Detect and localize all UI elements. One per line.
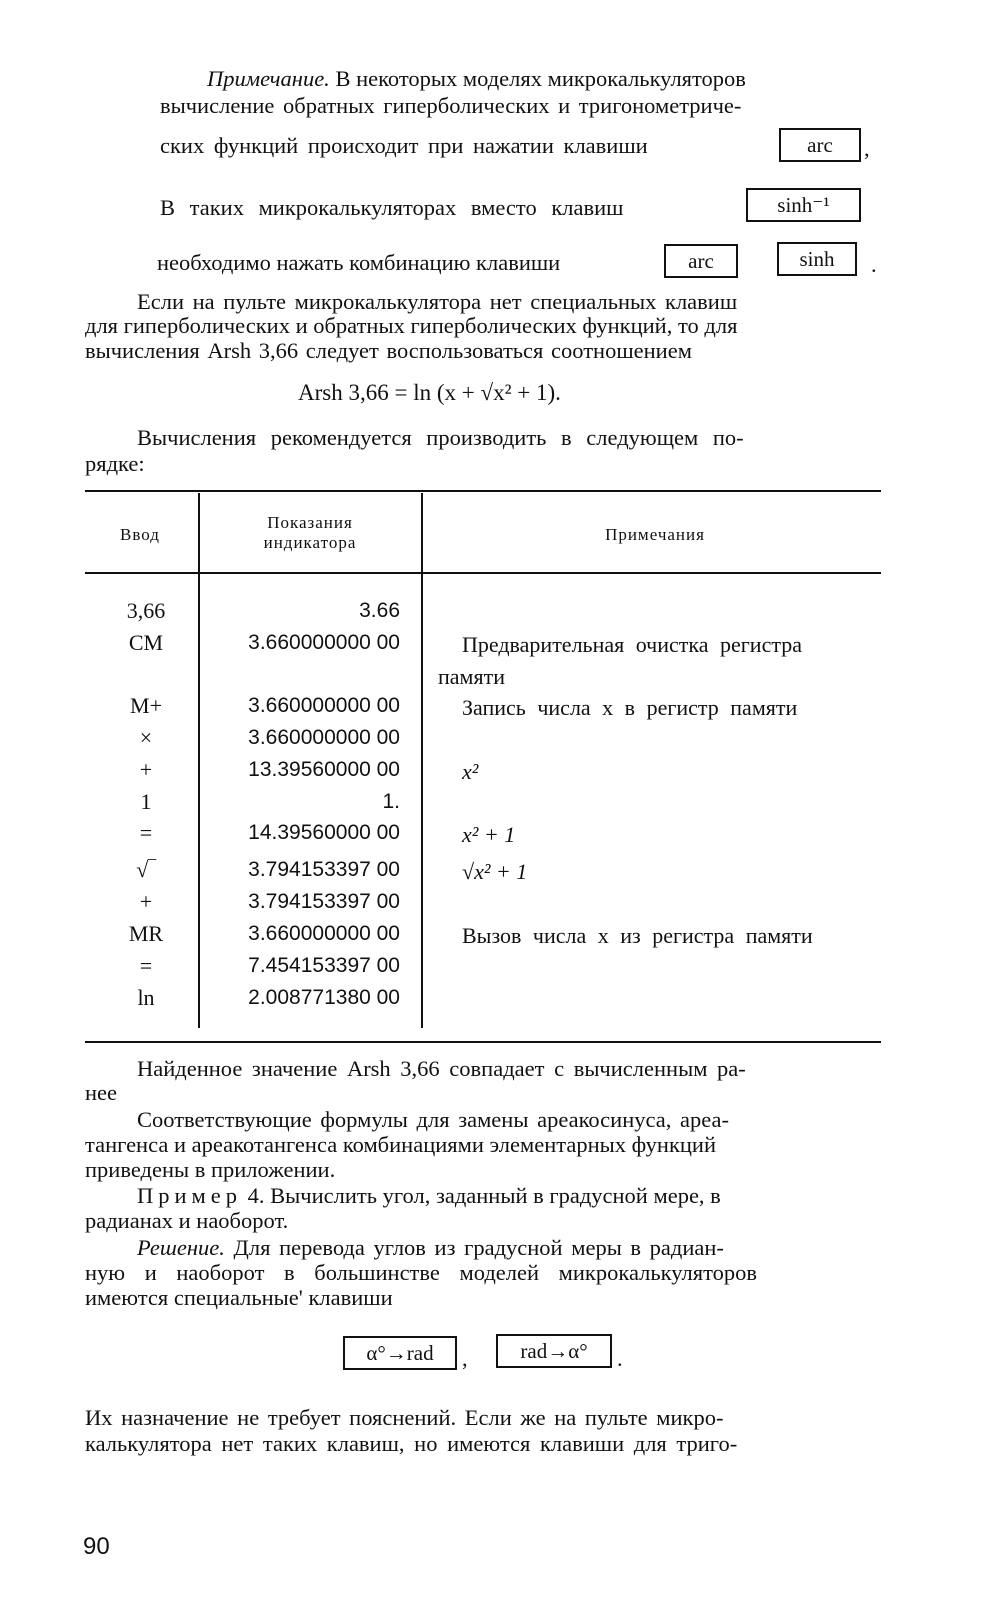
table-row-display: 3.66 (359, 599, 400, 622)
table-row-input: √‾ (136, 857, 156, 882)
para2-line-2: рядке: (85, 451, 145, 476)
header-display-a: Показания (267, 513, 353, 532)
header-notes: Примечания (605, 525, 705, 544)
para5-line-1-text: 4. Вычислить угол, заданный в градусной мере, в (242, 1183, 721, 1208)
para7-line-2: калькулятора нет таких клавиш, но имеются клавиши для триго- (85, 1431, 738, 1456)
note-line-4: В таких микрокалькуляторах вместо клавиш (160, 195, 624, 220)
table-header-rule (85, 572, 881, 574)
note-line-5: необходимо нажать комбинацию клавиши (157, 250, 561, 275)
para5-line-1 (137, 1183, 721, 1209)
formula: Arsh 3,66 = ln (x + √x² + 1). (298, 380, 561, 405)
para1-line-3: вычисления Arsh 3,66 следует воспользоваться соотношением (85, 338, 692, 363)
note-line-3: ских функций происходит при нажатии клавиши (160, 133, 648, 158)
table-row-note: памяти (438, 664, 505, 689)
table-row-input: 3,66 (126, 598, 166, 623)
para6-line-3: имеются специальные' клавиши (85, 1285, 393, 1310)
table-row-display: 7.454153397 00 (248, 954, 400, 977)
para7-line-1: Их назначение не требует пояснений. Если же на пульте микро- (85, 1405, 724, 1430)
key-sinh-inverse: sinh⁻¹ (746, 188, 861, 222)
table-row-display: 13.39560000 00 (248, 758, 400, 781)
table-row-note: Запись числа x в регистр памяти (462, 695, 798, 720)
table-bottom-rule (85, 1041, 881, 1043)
key-arc-2: arc (664, 244, 738, 278)
table-row-note: Предварительная очистка регистра (462, 632, 802, 657)
table-col-divider-2 (421, 493, 423, 1028)
table-row-input: × (139, 725, 153, 750)
para6-line-1 (137, 1235, 724, 1261)
note-line-1 (207, 66, 881, 92)
table-row-note: Вызов числа x из регистра памяти (462, 923, 813, 948)
punct-period-2: . (617, 1346, 623, 1371)
para6-line-2: ную и наоборот в большинстве моделей микрокалькуляторов (85, 1260, 757, 1285)
note-line-1-text: В некоторых моделях микрокалькуляторов (329, 66, 746, 91)
table-row-input: CM (128, 630, 164, 655)
solution-label: Решение. (137, 1235, 225, 1260)
para3-line-1: Найденное значение Arsh 3,66 совпадает с вычисленным ра- (137, 1056, 746, 1081)
table-row-note: x² (462, 759, 479, 784)
table-row-input: ln (137, 985, 155, 1010)
table-row-note: √x² + 1 (462, 859, 528, 884)
para2-line-1: Вычисления рекомендуется производить в следующем по- (137, 425, 744, 450)
table-row-input: 1 (140, 789, 152, 814)
table-row-display: 3.794153397 00 (248, 890, 400, 913)
table-row-display: 3.660000000 00 (248, 726, 400, 749)
para5-line-2: радианах и наоборот. (85, 1208, 289, 1233)
table-row-display: 1. (382, 790, 400, 813)
para4-line-1: Соответствующие формулы для замены ареакосинуса, ареа- (137, 1107, 729, 1132)
table-row-display: 2.008771380 00 (248, 986, 400, 1009)
key-rad-to-degrees: rad→α° (496, 1334, 612, 1368)
para4-line-3: приведены в приложении. (85, 1157, 336, 1182)
note-label: Примечание. (207, 66, 330, 91)
header-input: Ввод (120, 525, 160, 544)
table-row-note: x² + 1 (462, 822, 516, 847)
table-row-input: = (139, 953, 153, 978)
example-label: Пример (137, 1183, 243, 1208)
key-degrees-to-rad: α°→rad (343, 1336, 457, 1370)
para1-line-1: Если на пульте микрокалькулятора нет специальных клавиш (137, 289, 738, 314)
para3-line-2: нее (85, 1080, 118, 1105)
para6-line-1-text: Для перевода углов из градусной меры в радиан- (224, 1235, 724, 1260)
table-top-rule (85, 490, 881, 492)
table-row-input: M+ (130, 693, 162, 718)
punct-comma-2: , (462, 1346, 468, 1371)
table-row-input: = (139, 820, 153, 845)
table-row-input: MR (128, 921, 164, 946)
punct-period: . (871, 252, 877, 277)
table-row-display: 3.660000000 00 (248, 694, 400, 717)
table-row-input: + (139, 889, 153, 914)
punct-comma: , (864, 136, 870, 161)
table-row-display: 14.39560000 00 (248, 821, 400, 844)
para1-line-2: для гиперболических и обратных гиперболических функций, то для (85, 313, 738, 338)
table-row-display: 3.794153397 00 (248, 858, 400, 881)
key-sinh: sinh (777, 242, 857, 276)
page-number: 90 (83, 1533, 110, 1560)
para4-line-2: тангенса и ареакотангенса комбинациями элементарных функций (85, 1132, 716, 1157)
table-row-input: + (139, 757, 153, 782)
header-display-b: индикатора (263, 533, 357, 552)
key-arc: arc (779, 128, 861, 162)
note-line-2: вычисление обратных гиперболических и тригонометриче- (160, 93, 742, 118)
table-row-display: 3.660000000 00 (248, 631, 400, 654)
table-row-display: 3.660000000 00 (248, 922, 400, 945)
